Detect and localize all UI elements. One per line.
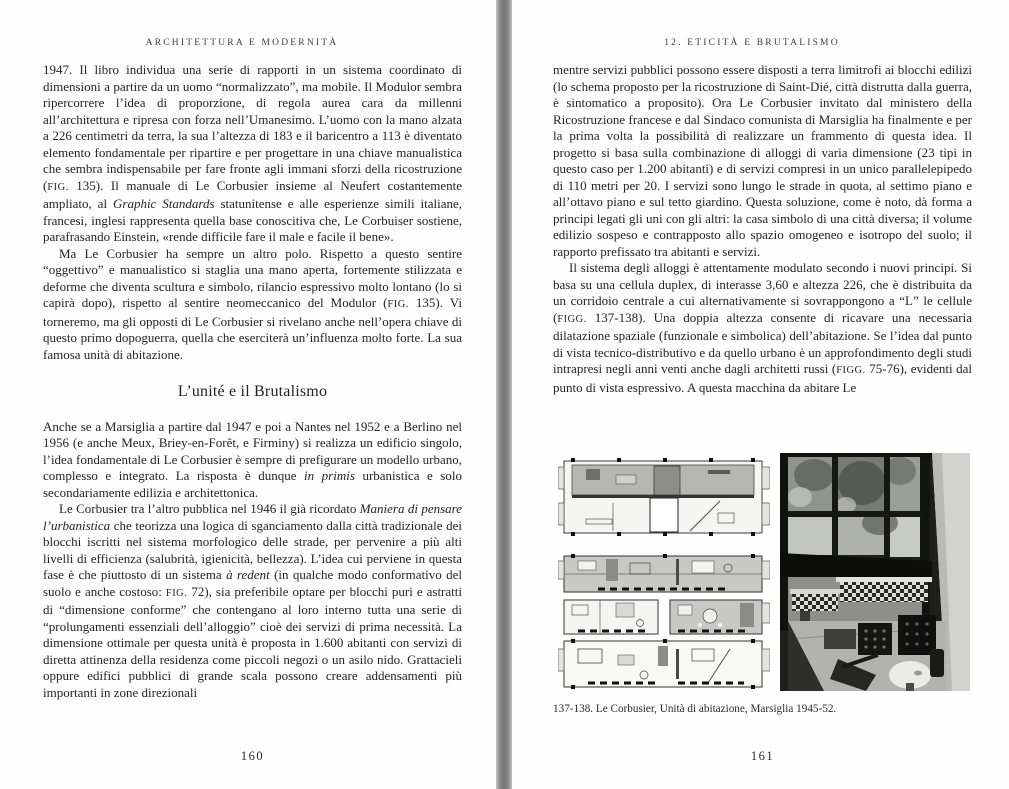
running-head-right: 12. ETICITÀ E BRUTALISMO	[664, 38, 840, 48]
figure-floor-plans	[558, 453, 770, 695]
figure-caption: 137-138. Le Corbusier, Unità di abitazione, Marsiglia 1945-52.	[553, 703, 837, 715]
paragraph: Ma Le Corbusier ha sempre un altro polo. Rispetto a questo sentire “oggettivo” e manualistico si staglia una mano aperta, fortemente stilizzata e deforme che diventa scultura e simbolo, rilancio espressivo molto lontano (lo si capirà dopo), rispetto al sentire neomeccanico del Modulor (FIG. 135). Vi torneremo, ma gli opposti di Le Corbusier si rivelano anche nell’opera chiave di questo primo dopoguerra, quella che eserciterà un’influenza molto forte. La sua famosa unità di abitazione.	[43, 245, 462, 362]
page-number-left: 160	[240, 749, 265, 763]
right-text-column	[553, 62, 972, 448]
paragraph: mentre servizi pubblici possono essere disposti a terra limitrofi ai blocchi edilizi (lo schema proposto per la ricostruzione di Saint-Dié, città distrutta dalla guerra, è sintomatico a proposito). Ora Le Corbusier invitato dal ministero della Ricostruzione francese e dal Sindaco comunista di Marsiglia ha finalmente e per la prima volta la possibilità di realizzare un frammento di questa idea. Il progetto si basa sulla combinazione di alloggi di varia dimensione (23 tipi in questo caso per 1.200 abitanti) e di servizi compresi in un unico parallelepipedo di 110 metri per 20. I servizi sono lungo le strade in quota, al settimo piano e all’ottavo piano e sul tetto giardino. Questa soluzione, come è noto, dà forma a principi legati gli uni con gli altri: la casa simbolo di una città diversa; il volume edilizio sospeso e contrapposto allo spazio omogeneo e isotropo del suolo; il rapporto prefissato tra abitanti e servizi.	[553, 62, 972, 259]
interior-photo-image	[780, 453, 970, 691]
floor-plans-image	[558, 453, 770, 695]
figures-row	[558, 453, 970, 695]
running-head-left: ARCHITETTURA E MODERNITÀ	[145, 38, 339, 48]
page-left	[0, 0, 496, 789]
paragraph: Anche se a Marsiglia a partire dal 1947 e poi a Nantes nel 1952 e a Berlino nel 1956 (e anche Meux, Briey-en-Forêt, e Firminy) si realizza un edificio singolo, l’idea fondamentale di Le Corbusier è sempre di prefigurare un modello urbano, complesso e integrato. La risposta è dunque in primis urbanistica e solo secondariamente edilizia e architettonica.	[43, 418, 462, 500]
paragraph: Le Corbusier tra l’altro pubblica nel 1946 il già ricordato Maniera di pensare l’urbanistica che teorizza una logica di sganciamento dalla città tradizionale dei blocchi iscritti nel sistema morfologico delle strade, per pervenire a più alti livelli di efficienza (salubrità, igienicità, bellezza). L’idea cui perviene in questa fase è che piuttosto di un sistema à redent (in qualche modo conformativo del suolo e anche costoso: FIG. 72), sia preferibile optare per blocchi puri e astratti di “dimensione conforme” che contengano al loro interno tutta una serie di “prolungamenti essenziali dell’alloggio” cioè dei servizi di prima necessità. La dimensione ottimale per questa unità è proposta in 1.600 abitanti con servizi di diretta attinenza della residenza come piccoli negozi o un asilo nido. Grattacieli oppure edifici pubblici di grande scala possono creare addensamenti più importanti in zone direzionali	[43, 501, 462, 700]
page-right	[512, 0, 1009, 789]
section-heading: L’unité e il Brutalismo	[177, 383, 328, 400]
figure-interior-photo	[780, 453, 970, 691]
paragraph: 1947. Il libro individua una serie di rapporti in un sistema coordinato di dimensioni a partire da un uomo “normalizzato”, ma mobile. Il Modulor sembra ripercorrere l’idea di proporzione, di regola aurea cara da millenni all’architettura e ripresa con forza nell’Umanesimo. L’uomo con la mano alzata a 226 centimetri da terra, la sua l’altezza di 183 e il baricentro a 113 è diventato elemento fondamentale per ripartire e per progettare in una chiave manualistica che sembra indispensabile per fare fronte agli immani sforzi della ricostruzione (FIG. 135). Il manuale di Le Corbusier insieme al Neufert costantemente ampliato, al Graphic Standards statunitense e alle esperienze simili italiane, francesi, inglesi rappresenta quella base conoscitiva che, Le Corbuiser sostiene, parafrasando Einstein, «rende difficile fare il male e facile il bene».	[43, 62, 462, 244]
binding-gutter	[496, 0, 512, 789]
paragraph: Il sistema degli alloggi è attentamente modulato secondo i nuovi principi. Si basa su una cellula duplex, di interasse 3,60 e altezza 226, che è distribuita da un corridoio centrale a cui alternativamente si sovrappongono a “L” le cellule (FIGG. 137-138). Una doppia altezza consente di ricavare una necessaria dilatazione spaziale (funzionale e simbolica) dell’abitazione. Se l’idea dal punto di vista tecnico-distributivo e da quello urbano è un approfondimento degli studi intrapresi negli anni venti anche dagli architetti russi (FIGG. 75-76), evidenti dal punto di vista espressivo. A questa macchina da abitare Le	[553, 260, 972, 395]
page-number-right: 161	[750, 749, 775, 763]
left-text-column	[43, 62, 462, 746]
